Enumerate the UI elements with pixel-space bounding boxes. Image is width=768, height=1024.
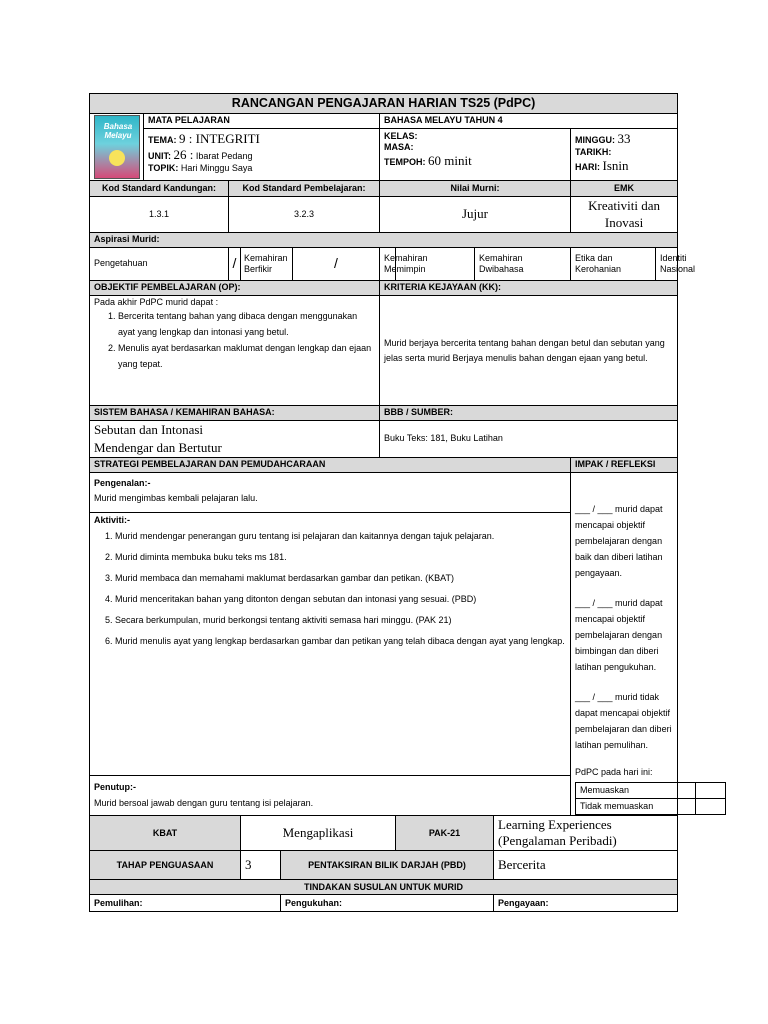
penutup-section <box>90 776 571 816</box>
aspirasi-mark-berfikir <box>293 248 380 281</box>
unit-label: UNIT: <box>148 150 171 161</box>
subject-label: MATA PELAJARAN <box>144 114 380 129</box>
refleksi-item: ___ / ___ murid dapat mencapai objektif pembelajaran dengan bimbingan dan diberi latihan pengukuhan. <box>575 598 663 672</box>
sk-value: 1.3.1 <box>90 197 229 233</box>
op-list <box>94 308 375 372</box>
topik-label: TOPIK: <box>148 163 179 174</box>
pengenalan-text: Murid mengimbas kembali pelajaran lalu. <box>94 493 258 503</box>
book-cover-text: Bahasa Melayu <box>103 122 133 140</box>
kbat-value: Mengaplikasi <box>241 816 396 851</box>
pbd-value: Bercerita <box>494 851 678 880</box>
kbat-label: KBAT <box>90 816 241 851</box>
tema-value: 9 : INTEGRITI <box>179 130 260 146</box>
tindakan-header: TINDAKAN SUSULAN UNTUK MURID <box>90 880 678 895</box>
lesson-plan-sheet <box>89 93 696 912</box>
aspirasi-item-memimpin: Kemahiran Memimpin <box>380 248 396 281</box>
nilai-header: Nilai Murni: <box>380 181 571 197</box>
aspirasi-item-etika: Etika dan Kerohanian <box>571 248 656 281</box>
refleksi-item: ___ / ___ murid tidak dapat mencapai objektif pembelajaran dan diberi latihan pemulihan. <box>575 692 672 750</box>
kelas-masa-tempoh <box>380 128 571 180</box>
penutup-text: Murid bersoal jawab dengan guru tentang isi pelajaran. <box>94 798 314 809</box>
minggu-label: MINGGU: <box>575 134 615 145</box>
op-item: 2. Menulis ayat berdasarkan maklumat dengan lengkap dan ejaan yang tepat. <box>118 340 375 372</box>
pdpc-options <box>575 782 726 815</box>
aktiviti-section <box>90 512 571 776</box>
refleksi-item: ___ / ___ murid dapat mencapai objektif pembelajaran dengan baik dan diberi latihan pengayaan. <box>575 504 663 578</box>
sk-header: Kod Standard Kandungan: <box>90 181 229 197</box>
tahap-value: 3 <box>241 851 281 880</box>
tema-unit-topik <box>144 128 380 180</box>
page-title: RANCANGAN PENGAJARAN HARIAN TS25 (PdPC) <box>90 94 678 114</box>
kelas-label: KELAS: <box>384 130 418 141</box>
sb-header: SISTEM BAHASA / KEMAHIRAN BAHASA: <box>90 406 380 421</box>
lesson-plan-table <box>89 93 696 912</box>
pdpc-checkbox-memuaskan[interactable] <box>696 783 726 799</box>
aktiviti-item: 2. Murid diminta membuka buku teks ms 181. <box>115 547 566 568</box>
aktiviti-item: 6. Murid menulis ayat yang lengkap berdasarkan gambar dan petikan yang telah dibaca dengan ayat yang lengkap. <box>115 631 566 652</box>
pdpc-option-tidak-memuaskan: Tidak memuaskan <box>576 799 696 815</box>
subject-value: BAHASA MELAYU TAHUN 4 <box>380 114 678 129</box>
sb-content <box>90 421 380 458</box>
aktiviti-list <box>94 526 566 652</box>
op-header: OBJEKTIF PEMBELAJARAN (OP): <box>90 281 380 296</box>
pengenalan-section <box>90 473 571 513</box>
hari-label: HARI: <box>575 162 600 173</box>
tarikh-label: TARIKH: <box>575 146 612 157</box>
kk-header: KRITERIA KEJAYAAN (KK): <box>380 281 678 296</box>
minggu-value: 33 <box>617 130 631 146</box>
strategi-header: STRATEGI PEMBELAJARAN DAN PEMUDAHCARAAN <box>90 458 571 473</box>
pdpc-label: PdPC pada hari ini: <box>575 767 653 777</box>
aspirasi-mark-berfikir-text: / <box>334 255 338 272</box>
bbb-header: BBB / SUMBER: <box>380 406 678 421</box>
pbd-label: PENTAKSIRAN BILIK DARJAH (PBD) <box>281 851 494 880</box>
book-cover <box>90 114 144 181</box>
pak-label: PAK-21 <box>396 816 494 851</box>
unit-number: 26 : <box>173 146 194 162</box>
bbb-content: Buku Teks: 181, Buku Latihan <box>380 421 678 458</box>
nilai-value: Jujur <box>380 197 571 233</box>
sb-line-2: Mendengar dan Bertutur <box>94 440 222 455</box>
tempoh-label: TEMPOH: <box>384 157 426 168</box>
aktiviti-item: 5. Secara berkumpulan, murid berkongsi tentang aktiviti semasa hari minggu. (PAK 21) <box>115 610 566 631</box>
pengayaan-label: Pengayaan: <box>494 895 678 912</box>
aktiviti-item: 3. Murid membaca dan memahami maklumat berdasarkan gambar dan petikan. (KBAT) <box>115 568 566 589</box>
book-cover-image <box>94 115 140 179</box>
minggu-tarikh-hari <box>571 128 678 180</box>
sb-line-1: Sebutan dan Intonasi <box>94 422 204 437</box>
pak-value: Learning Experiences (Pengalaman Peribadi) <box>494 816 678 851</box>
aspirasi-item-berfikir: Kemahiran Berfikir <box>241 248 293 281</box>
pengukuhan-label: Pengukuhan: <box>281 895 494 912</box>
unit-title: Ibarat Pedang <box>195 150 253 161</box>
masa-label: MASA: <box>384 141 414 152</box>
tempoh-value: 60 minit <box>428 153 472 169</box>
emk-header: EMK <box>571 181 678 197</box>
op-content <box>90 296 380 406</box>
aktiviti-item: 1. Murid mendengar penerangan guru tentang isi pelajaran dan kaitannya dengan tajuk pelajaran. <box>115 526 566 547</box>
penutup-label: Penutup:- <box>94 782 136 793</box>
tema-label: TEMA: <box>148 134 177 145</box>
aktiviti-item: 4. Murid menceritakan bahan yang ditonton dengan sebutan dan intonasi yang sesuai. (PBD) <box>115 589 566 610</box>
refleksi-section <box>571 473 678 816</box>
impak-header: IMPAK / REFLEKSI <box>571 458 678 473</box>
pdpc-option-memuaskan: Memuaskan <box>576 783 696 799</box>
aspirasi-label: Aspirasi Murid: <box>90 233 678 248</box>
op-intro: Pada akhir PdPC murid dapat : <box>94 297 219 307</box>
pengenalan-label: Pengenalan:- <box>94 478 151 488</box>
aspirasi-item-identiti: Identiti Nasional <box>656 248 678 281</box>
emk-value: Kreativiti dan Inovasi <box>571 197 678 233</box>
aktiviti-label: Aktiviti:- <box>94 514 130 525</box>
pemulihan-label: Pemulihan: <box>90 895 281 912</box>
kk-content: Murid berjaya bercerita tentang bahan dengan betul dan sebutan yang jelas serta murid Berjaya menulis bahan dengan ejaan yang betul. <box>380 296 678 406</box>
hari-value: Isnin <box>602 158 629 174</box>
topik-value: Hari Minggu Saya <box>180 163 253 174</box>
pdpc-checkbox-tidak-memuaskan[interactable] <box>696 799 726 815</box>
aspirasi-item-dwibahasa: Kemahiran Dwibahasa <box>475 248 571 281</box>
sp-header: Kod Standard Pembelajaran: <box>229 181 380 197</box>
aspirasi-item-pengetahuan: Pengetahuan <box>90 248 229 281</box>
tahap-label: TAHAP PENGUASAAN <box>90 851 241 880</box>
sp-value: 3.2.3 <box>229 197 380 233</box>
aspirasi-mark-pengetahuan: / <box>229 248 241 281</box>
op-item: 1. Bercerita tentang bahan yang dibaca dengan menggunakan ayat yang lengkap dan intonasi yang betul. <box>118 308 375 340</box>
